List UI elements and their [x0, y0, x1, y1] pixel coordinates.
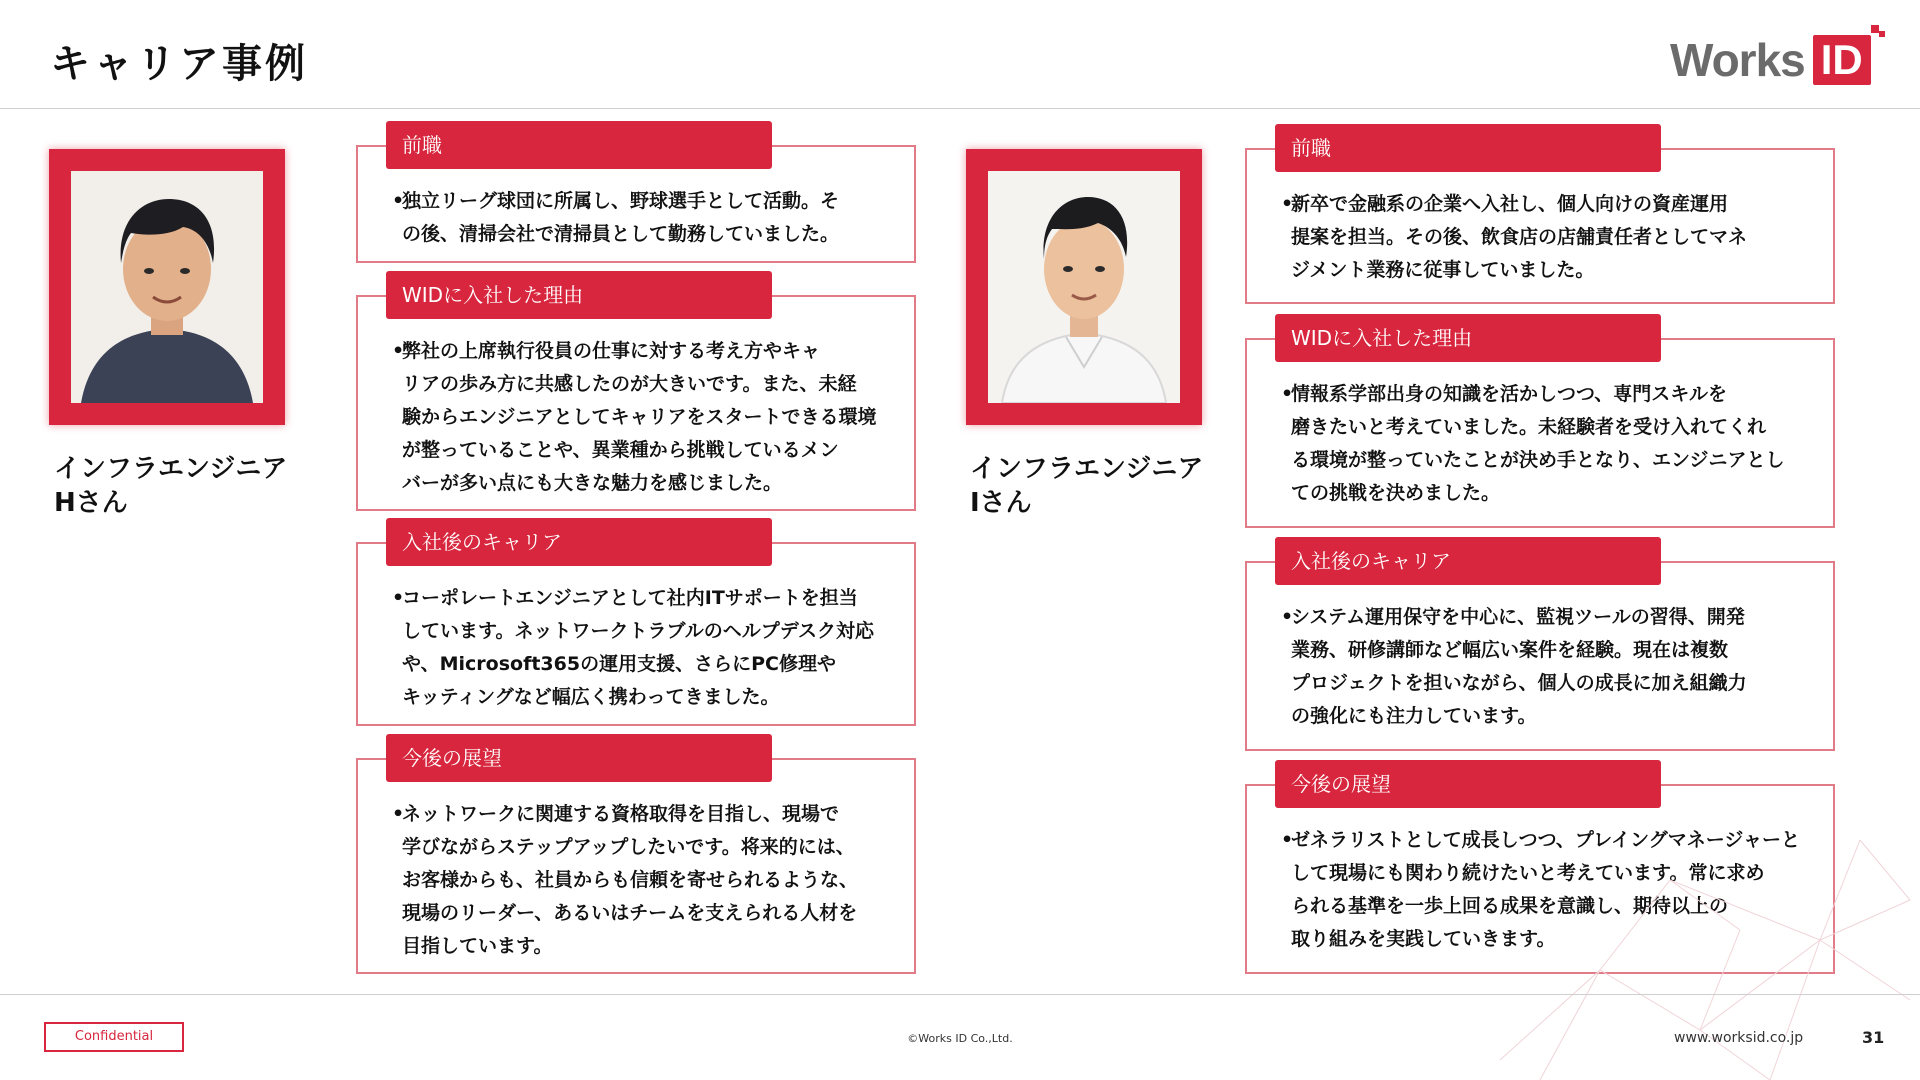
- company-logo: [1670, 30, 1871, 90]
- section-card: [1245, 326, 1835, 528]
- person-photo-h: [49, 149, 285, 425]
- section-card: [356, 530, 916, 726]
- section-card: [356, 133, 916, 263]
- page-title: キャリア事例: [50, 41, 308, 87]
- section-body: • 独立リーグ球団に所属し、野球選手として活動。そ の後、清掃会社で清掃員として勤務していました。: [392, 190, 840, 245]
- person-illustration-icon: [71, 171, 263, 403]
- section-card: [356, 283, 916, 511]
- section-body: • コーポレートエンジニアとして社内ITサポートを担当 しています。ネットワークトラブルのヘルプデスク対応 や、Microsoft365の運用支援、さらにPC修理や キッティングなど幅広く携わってきました。: [392, 587, 874, 708]
- logo-id-mark: ID: [1813, 35, 1871, 85]
- person-name-i: インフラエンジニア Iさん: [970, 454, 1204, 518]
- section-tab: 前職: [386, 121, 772, 169]
- section-body: • 情報系学部出身の知識を活かしつつ、専門スキルを 磨きたいと考えていました。未経験者を受け入れてくれ る環境が整っていたことが決め手となり、エンジニアとし ての挑戦を決めました。: [1281, 383, 1785, 504]
- section-tab: 今後の展望: [386, 734, 772, 782]
- confidential-label: Confidential: [44, 1022, 184, 1052]
- section-body: • ゼネラリストとして成長しつつ、プレイングマネージャーと して現場にも関わり続けたいと考えています。常に求め られる基準を一歩上回る成果を意識し、期待以上の 取り組みを実践していきます。: [1281, 829, 1801, 950]
- section-tab: 入社後のキャリア: [1275, 537, 1661, 585]
- person-name-h: インフラエンジニア Hさん: [54, 454, 288, 518]
- section-body: • システム運用保守を中心に、監視ツールの習得、開発 業務、研修講師など幅広い案件を経験。現在は複数 プロジェクトを担いながら、個人の成長に加え組織力 の強化にも注力しています。: [1281, 606, 1747, 727]
- page-number: 31: [1862, 1028, 1885, 1047]
- section-card: [356, 746, 916, 974]
- copyright-text: ©Works ID Co.,Ltd.: [907, 1032, 1013, 1045]
- logo-wordmark: Works: [1670, 34, 1805, 86]
- header-divider: [0, 108, 1920, 109]
- footer-divider: [0, 994, 1920, 995]
- section-tab: 今後の展望: [1275, 760, 1661, 808]
- section-tab: WIDに入社した理由: [1275, 314, 1661, 362]
- section-tab: 前職: [1275, 124, 1661, 172]
- section-tab: WIDに入社した理由: [386, 271, 772, 319]
- section-body: • 弊社の上席執行役員の仕事に対する考え方やキャ リアの歩み方に共感したのが大きいです。また、未経 験からエンジニアとしてキャリアをスタートできる環境 が整っていることや、異業種から挑戦しているメン バーが多い点にも大きな魅力を感じました。: [392, 340, 877, 494]
- section-body: • ネットワークに関連する資格取得を目指し、現場で 学びながらステップアップしたいです。将来的には、 お客様からも、社員からも信頼を寄せられるような、 現場のリーダー、あるいはチームを支えられる人材を 目指しています。: [392, 803, 859, 957]
- person-photo-i: [966, 149, 1202, 425]
- section-card: [1245, 136, 1835, 304]
- section-tab: 入社後のキャリア: [386, 518, 772, 566]
- section-body: • 新卒で金融系の企業へ入社し、個人向けの資産運用 提案を担当。その後、飲食店の店舗責任者としてマネ ジメント業務に従事していました。: [1281, 193, 1748, 281]
- section-card: [1245, 549, 1835, 751]
- website-url: www.worksid.co.jp: [1674, 1030, 1804, 1046]
- person-illustration-icon: [988, 171, 1180, 403]
